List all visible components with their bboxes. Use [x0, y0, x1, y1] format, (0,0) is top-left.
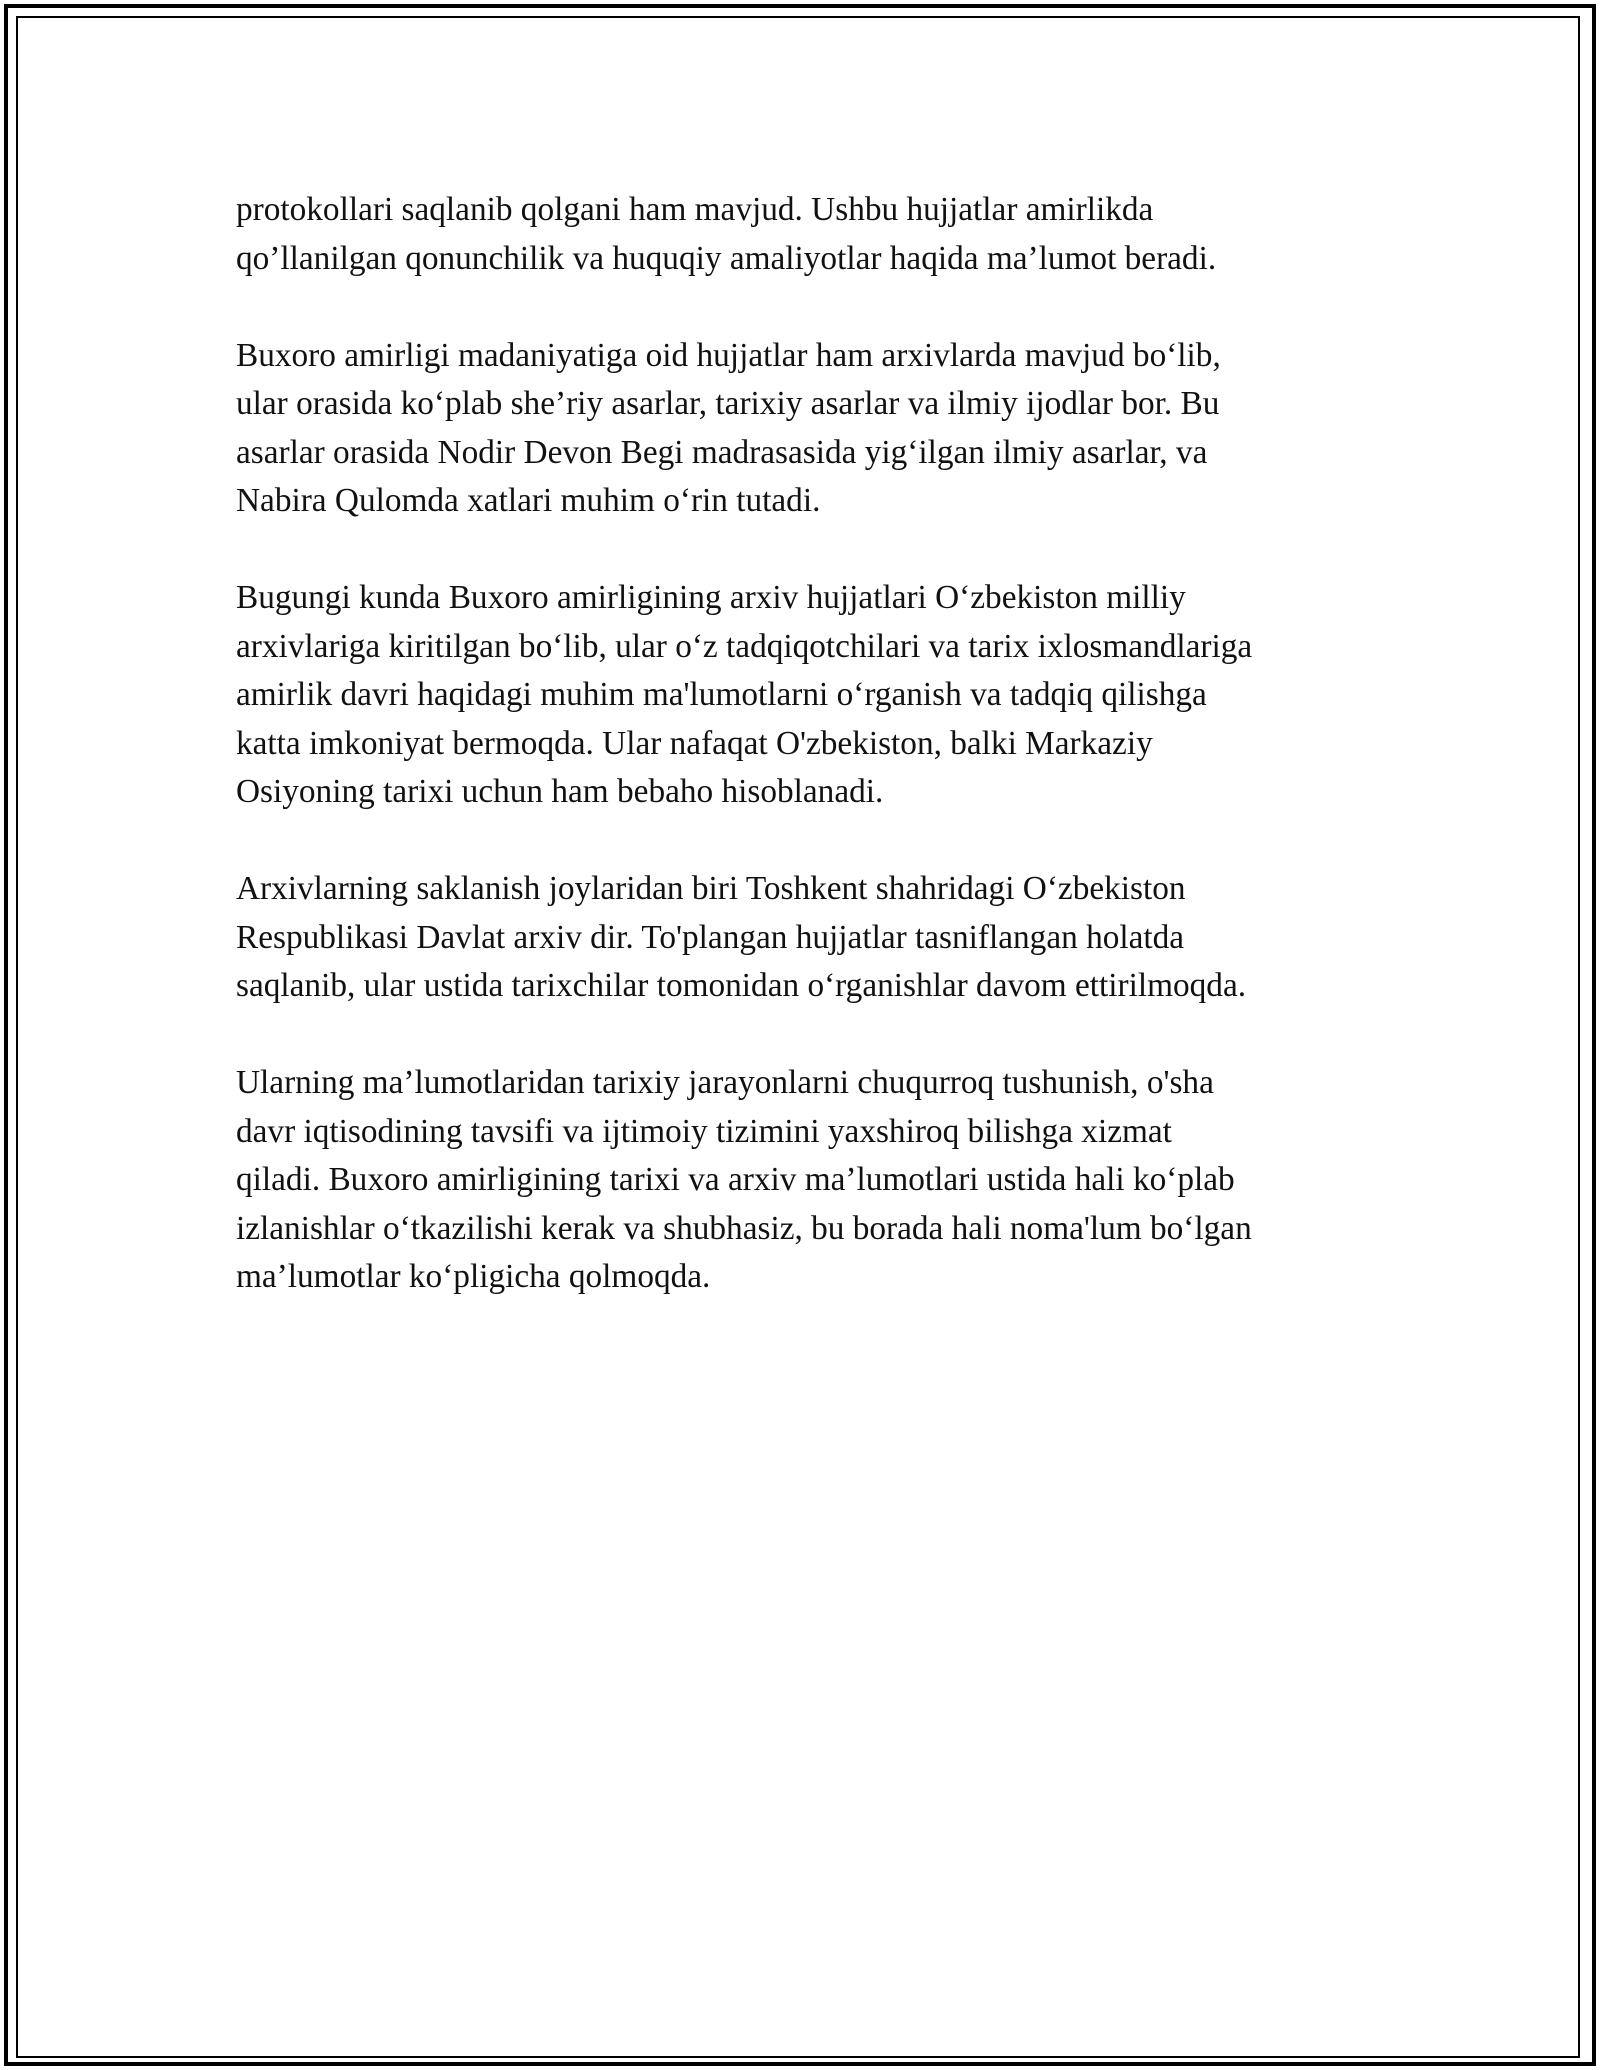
text-line: Arxivlarning saklanish joylaridan biri Toshkent shahridagi O‘zbekiston	[236, 870, 1186, 907]
paragraph-5	[236, 1059, 1376, 1302]
text-line: Bugungi kunda Buxoro amirligining arxiv hujjatlari O‘zbekiston milliy	[236, 579, 1186, 616]
text-line: saqlanib, ular ustida tarixchilar tomonidan o‘rganishlar davom ettirilmoqda.	[236, 967, 1247, 1004]
text-line: Respublikasi Davlat arxiv dir. To'plangan hujjatlar tasniflangan holatda	[236, 918, 1185, 956]
text-line: ma’lumotlar ko‘pligicha qolmoqda.	[236, 1258, 711, 1295]
paragraph-3	[236, 574, 1376, 817]
text-line: protokollari saqlanib qolgani ham mavjud. Ushbu hujjatlar amirlikda	[236, 191, 1154, 228]
text-line: asarlar orasida Nodir Devon Begi madrasasida yig‘ilgan ilmiy asarlar, va	[236, 433, 1208, 471]
text-line: qiladi. Buxoro amirligining tarixi va arxiv ma’lumotlari ustida hali ko‘plab	[236, 1161, 1235, 1198]
text-line: Osiyoning tarixi uchun ham bebaho hisoblanadi.	[236, 773, 884, 810]
text-line: izlanishlar o‘tkazilishi kerak va shubhasiz, bu borada hali noma'lum bo‘lgan	[236, 1209, 1252, 1247]
paragraph-4	[236, 865, 1376, 1011]
text-line: qo’llanilgan qonunchilik va huquqiy amaliyotlar haqida ma’lumot beradi.	[236, 239, 1217, 277]
paragraph-1	[236, 186, 1376, 283]
text-line: katta imkoniyat bermoqda. Ular nafaqat O'zbekiston, balki Markaziy	[236, 724, 1153, 762]
document-body	[236, 186, 1376, 1350]
text-line: Ularning ma’lumotlaridan tarixiy jarayonlarni chuqurroq tushunish, o'sha	[236, 1064, 1214, 1101]
text-line: ular orasida ko‘plab she’riy asarlar, tarixiy asarlar va ilmiy ijodlar bor. Bu	[236, 385, 1220, 422]
text-line: amirlik davri haqidagi muhim ma'lumotlarni o‘rganish va tadqiq qilishga	[236, 676, 1207, 713]
text-line: davr iqtisodining tavsifi va ijtimoiy tizimini yaxshiroq bilishga xizmat	[236, 1112, 1172, 1150]
text-line: Buxoro amirligi madaniyatiga oid hujjatlar ham arxivlarda mavjud bo‘lib,	[236, 336, 1221, 374]
text-line: Nabira Qulomda xatlari muhim o‘rin tutadi.	[236, 482, 821, 519]
text-line: arxivlariga kiritilgan bo‘lib, ular o‘z tadqiqotchilari va tarix ixlosmandlariga	[236, 627, 1253, 665]
paragraph-2	[236, 332, 1376, 526]
